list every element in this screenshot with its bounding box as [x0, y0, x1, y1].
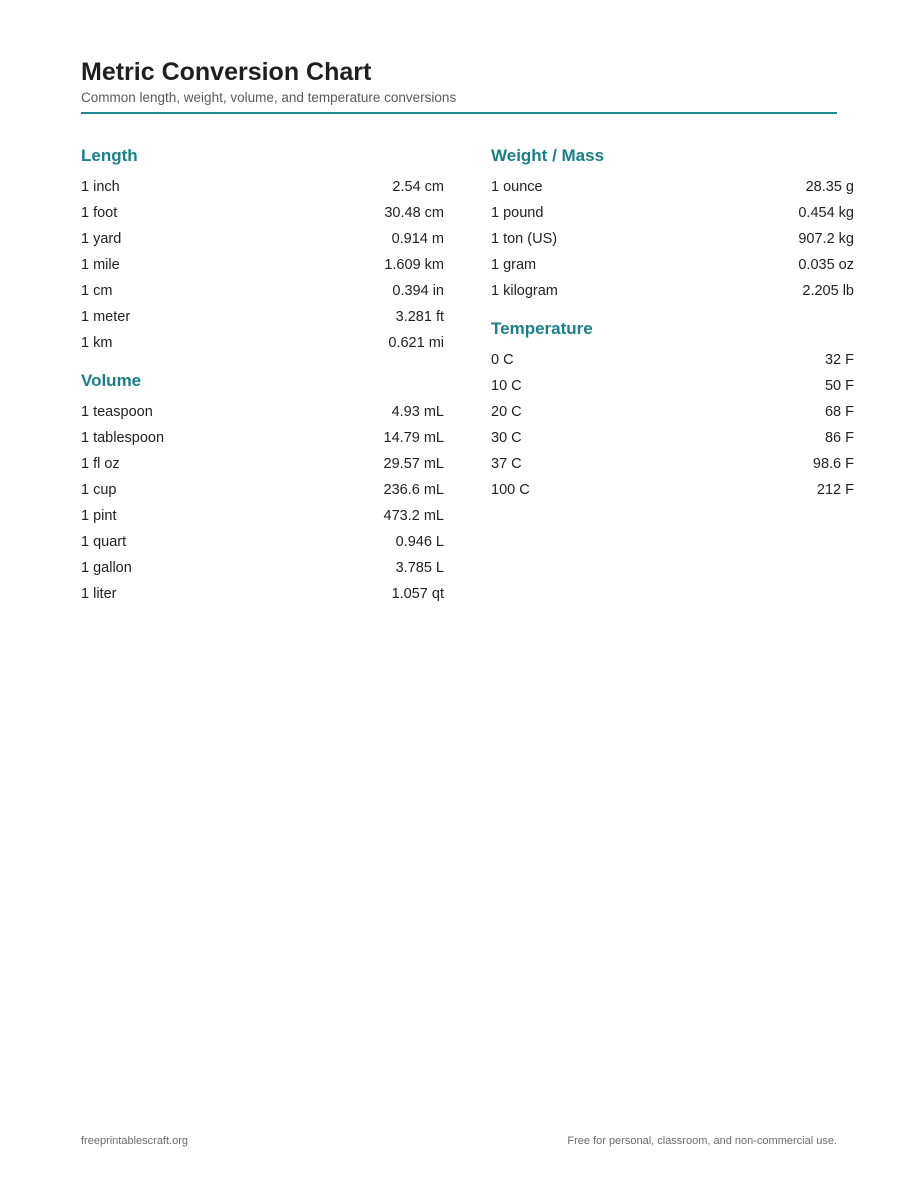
- footer-license: Free for personal, classroom, and non-commercial use.: [567, 1135, 837, 1147]
- page-subtitle: Common length, weight, volume, and temperature conversions: [81, 90, 457, 105]
- conversion-to: 3.281 ft: [395, 309, 444, 325]
- conversion-to: 86 F: [824, 430, 854, 446]
- conversion-to: 473.2 mL: [383, 508, 444, 524]
- conversion-from: 1 mile: [81, 257, 120, 273]
- conversion-row: [491, 226, 854, 252]
- header-divider: [81, 112, 837, 114]
- conversion-row: [491, 477, 854, 503]
- conversion-to: 32 F: [824, 352, 854, 368]
- conversion-row: [491, 373, 854, 399]
- conversion-row: [81, 503, 444, 529]
- conversion-to: 4.93 mL: [391, 404, 444, 420]
- section-title-temperature: Temperature: [491, 319, 593, 338]
- conversion-row: [81, 174, 444, 200]
- conversion-to: 68 F: [824, 404, 854, 420]
- conversion-row: [81, 425, 444, 451]
- conversion-to: 50 F: [824, 378, 854, 394]
- section-title-length: Length: [81, 146, 138, 165]
- conversion-row: [81, 399, 444, 425]
- conversion-from: 1 liter: [81, 586, 117, 602]
- conversion-row: [81, 451, 444, 477]
- conversion-list-weight: [491, 174, 854, 304]
- conversion-from: 37 C: [491, 456, 522, 472]
- conversion-from: 1 ton (US): [491, 231, 558, 247]
- conversion-to: 0.035 oz: [798, 257, 854, 273]
- conversion-row: [491, 278, 854, 304]
- conversion-from: 1 gram: [491, 257, 537, 273]
- conversion-from: 30 C: [491, 430, 522, 446]
- conversion-from: 1 tablespoon: [81, 430, 165, 446]
- conversion-list-length: [81, 174, 444, 356]
- conversion-row: [491, 399, 854, 425]
- footer-site: freeprintablescraft.org: [81, 1135, 188, 1147]
- conversion-to: 0.454 kg: [798, 205, 854, 221]
- conversion-row: [81, 252, 444, 278]
- conversion-row: [81, 304, 444, 330]
- conversion-from: 1 quart: [81, 534, 127, 550]
- conversion-to: 2.205 lb: [802, 283, 854, 299]
- conversion-from: 100 C: [491, 482, 530, 498]
- section-temperature: [491, 316, 854, 503]
- conversion-to: 212 F: [816, 482, 854, 498]
- conversion-row: [491, 451, 854, 477]
- conversion-to: 30.48 cm: [384, 205, 444, 221]
- conversion-to: 1.057 qt: [391, 586, 444, 602]
- conversion-from: 1 pound: [491, 205, 544, 221]
- conversion-to: 907.2 kg: [798, 231, 854, 247]
- conversion-to: 28.35 g: [805, 179, 854, 195]
- conversion-row: [81, 529, 444, 555]
- conversion-from: 1 fl oz: [81, 456, 120, 472]
- conversion-to: 236.6 mL: [383, 482, 444, 498]
- section-title-volume: Volume: [81, 371, 142, 390]
- conversion-from: 20 C: [491, 404, 522, 420]
- conversion-row: [81, 330, 444, 356]
- conversion-row: [81, 278, 444, 304]
- conversion-from: 1 teaspoon: [81, 404, 153, 420]
- conversion-from: 1 ounce: [491, 179, 543, 195]
- page-title: Metric Conversion Chart: [81, 58, 372, 86]
- section-weight: [491, 143, 854, 304]
- conversion-to: 2.54 cm: [392, 179, 444, 195]
- conversion-from: 1 foot: [81, 205, 118, 221]
- conversion-to: 0.914 m: [391, 231, 444, 247]
- conversion-from: 1 cup: [81, 482, 117, 498]
- conversion-from: 0 C: [491, 352, 514, 368]
- conversion-to: 0.394 in: [392, 283, 444, 299]
- conversion-row: [491, 174, 854, 200]
- conversion-row: [81, 477, 444, 503]
- conversion-from: 1 yard: [81, 231, 122, 247]
- conversion-row: [491, 252, 854, 278]
- conversion-list-volume: [81, 399, 444, 607]
- document-page: [81, 0, 855, 1188]
- conversion-from: 1 kilogram: [491, 283, 558, 299]
- conversion-row: [81, 200, 444, 226]
- conversion-to: 14.79 mL: [383, 430, 444, 446]
- conversion-from: 1 inch: [81, 179, 120, 195]
- conversion-to: 98.6 F: [812, 456, 854, 472]
- conversion-from: 1 pint: [81, 508, 117, 524]
- conversion-row: [81, 226, 444, 252]
- conversion-row: [81, 555, 444, 581]
- left-column: [81, 143, 444, 607]
- conversion-from: 1 meter: [81, 309, 131, 325]
- conversion-from: 10 C: [491, 378, 522, 394]
- right-column: [491, 143, 854, 503]
- conversion-list-temperature: [491, 347, 854, 503]
- section-title-weight: Weight / Mass: [491, 146, 605, 165]
- conversion-row: [491, 347, 854, 373]
- conversion-from: 1 gallon: [81, 560, 132, 576]
- section-length: [81, 143, 444, 356]
- conversion-from: 1 km: [81, 335, 113, 351]
- conversion-from: 1 cm: [81, 283, 113, 299]
- conversion-row: [491, 200, 854, 226]
- section-volume: [81, 368, 444, 607]
- conversion-row: [491, 425, 854, 451]
- conversion-to: 29.57 mL: [383, 456, 444, 472]
- conversion-to: 3.785 L: [395, 560, 444, 576]
- conversion-row: [81, 581, 444, 607]
- conversion-to: 0.621 mi: [388, 335, 444, 351]
- conversion-to: 1.609 km: [384, 257, 444, 273]
- conversion-to: 0.946 L: [395, 534, 444, 550]
